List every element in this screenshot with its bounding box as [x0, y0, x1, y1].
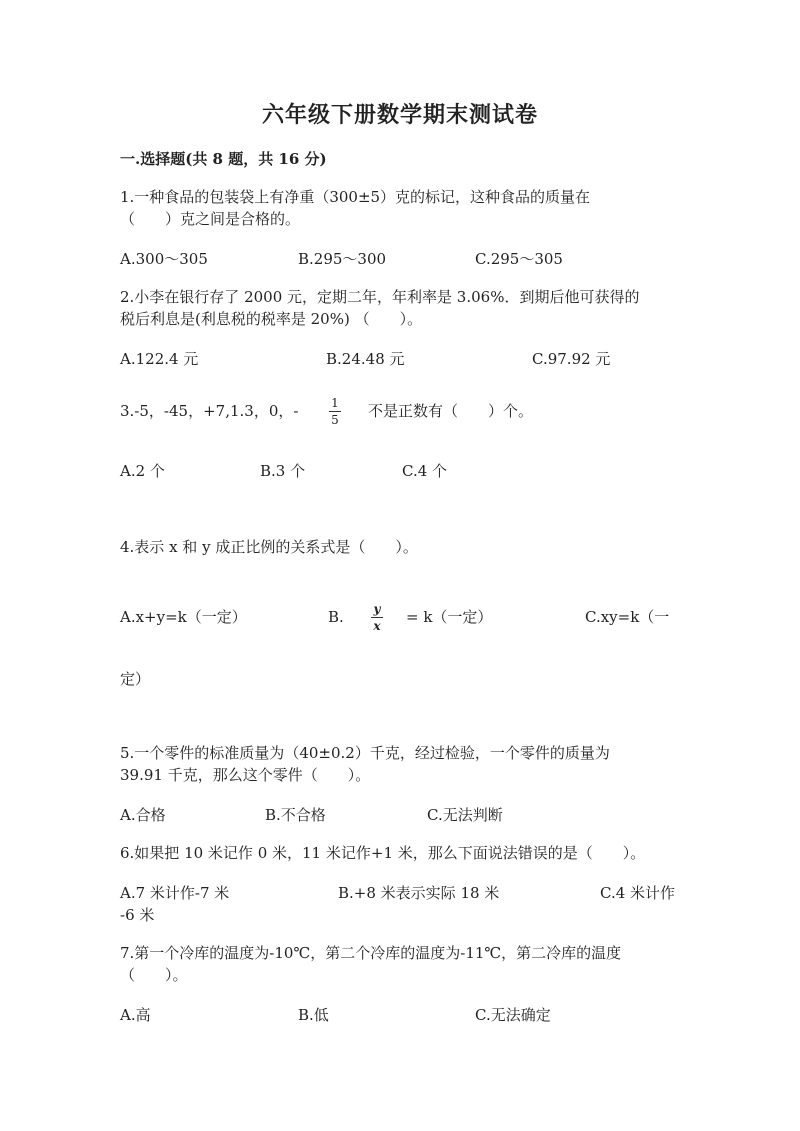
question-5-option-b: B.不合格	[265, 806, 326, 824]
question-2-text-line1: 2.小李在银行存了 2000 元，定期二年，年利率是 3.06%．到期后他可获得的	[120, 288, 640, 306]
question-3-option-c: C.4 个	[402, 462, 448, 480]
question-1-option-b: B.295～300	[298, 250, 387, 268]
fraction-bar	[329, 411, 341, 412]
question-7-option-c: C.无法确定	[475, 1006, 551, 1024]
fraction-denominator: 5	[331, 413, 339, 427]
fraction-numerator: 1	[331, 396, 339, 410]
question-3-option-a: A.2 个	[120, 462, 165, 480]
question-4-option-b-label: B.	[328, 608, 344, 626]
question-7-option-a: A.高	[120, 1006, 151, 1024]
fraction-numerator: y	[373, 602, 381, 616]
question-3-text-prefix: 3.-5，-45，+7,1.3，0，-	[120, 402, 299, 420]
question-4-option-a: A.x+y=k（一定）	[120, 608, 247, 626]
question-6-option-c-continued: -6 米	[120, 906, 155, 924]
fraction-denominator: x	[373, 619, 381, 633]
question-5-option-c: C.无法判断	[427, 806, 503, 824]
fraction-bar	[371, 617, 383, 618]
question-2-option-b: B.24.48 元	[326, 350, 405, 368]
question-6-option-c: C.4 米计作	[600, 884, 676, 902]
question-4-option-b-text: = k（一定）	[406, 608, 493, 626]
question-5-option-a: A.合格	[120, 806, 166, 824]
question-2-option-a: A.122.4 元	[120, 350, 199, 368]
question-6-option-a: A.7 米计作-7 米	[120, 884, 230, 902]
section-heading: 一.选择题(共 8 题，共 16 分)	[120, 150, 327, 168]
question-7-option-b: B.低	[298, 1006, 329, 1024]
question-6-text: 6.如果把 10 米记作 0 米，11 米记作+1 米，那么下面说法错误的是（ ）。	[120, 844, 646, 862]
question-1-option-a: A.300～305	[120, 250, 208, 268]
question-3-option-b: B.3 个	[260, 462, 306, 480]
question-4-text: 4.表示 x 和 y 成正比例的关系式是（ ）。	[120, 538, 418, 556]
question-3-fraction	[329, 396, 341, 427]
question-5-text-line1: 5.一个零件的标准质量为（40±0.2）千克，经过检验，一个零件的质量为	[120, 744, 610, 762]
question-4-option-c: C.xy=k（一	[585, 608, 670, 626]
question-6-option-b: B.+8 米表示实际 18 米	[338, 884, 500, 902]
question-7-text-line1: 7.第一个冷库的温度为-10℃，第二个冷库的温度为-11℃，第二冷库的温度	[120, 944, 622, 962]
question-5-text-line2: 39.91 千克，那么这个零件（ ）。	[120, 766, 371, 784]
question-1-text-line2: （ ）克之间是合格的。	[120, 210, 301, 228]
question-1-text-line1: 1.一种食品的包装袋上有净重（300±5）克的标记，这种食品的质量在	[120, 188, 591, 206]
question-7-text-line2: （ ）。	[120, 966, 188, 984]
question-4-option-c-continued: 定）	[120, 670, 151, 688]
question-1-option-c: C.295～305	[475, 250, 563, 268]
question-3-text-suffix: 不是正数有（ ）个。	[368, 402, 534, 420]
question-4-option-b-fraction	[371, 602, 383, 633]
question-2-option-c: C.97.92 元	[532, 350, 611, 368]
question-2-text-line2: 税后利息是(利息税的税率是 20%) （ ）。	[120, 310, 423, 328]
page-title: 六年级下册数学期末测试卷	[261, 102, 538, 128]
